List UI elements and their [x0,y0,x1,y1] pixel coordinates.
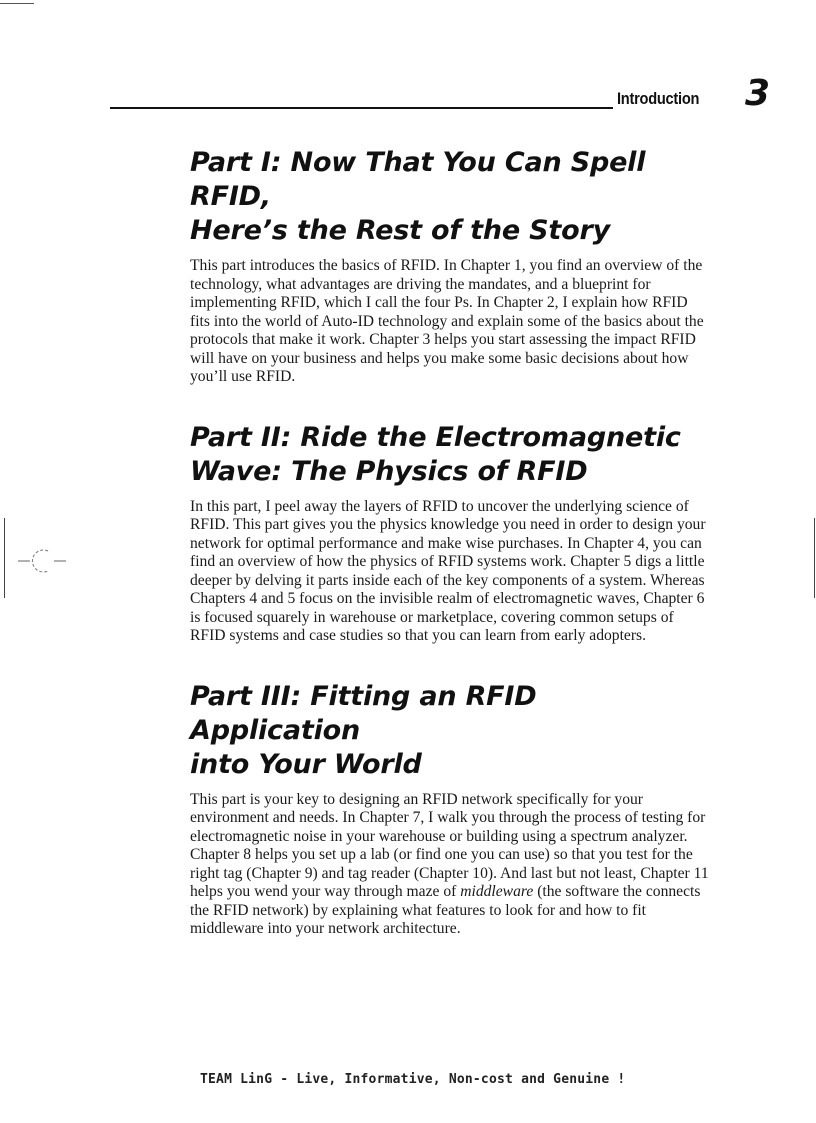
corner-crop-mark [0,3,34,4]
part-2-body: In this part, I peel away the layers of RFID to uncover the underlying science of RFID. This part gives you the physics knowledge you need in order to design your network for optimal performance and make wise purchases. In Chapter 4, you can find an overview of how the physics of RFID systems work. Chapter 5 digs a little deeper by delving it parts inside each of the key components of a system. Whereas Chapters 4 and 5 focus on the invisible realm of electromagnetic waves, Chapter 6 is focused squarely in warehouse or marketplace, covering common setups of RFID systems and case studies so that you can learn from early adopters. [190,497,706,644]
right-crop-line [814,518,815,598]
part-3-body-text-before: This part is your key to designing an RFID network specifically for your environment and needs. In Chapter 7, I walk you through the process of testing for electromagnetic noise in your warehouse or building using a spectrum analyzer. Chapter 8 helps you set up a lab (or find one you can use) so that you test for the right tag (Chapter 9) and tag reader (Chapter 10). And last but not least, Chapter 11 helps you wend your way through maze of [190,790,709,900]
part-1-title-line-2: Here’s the Rest of the Story [190,215,610,246]
footer-banner: TEAM LinG - Live, Informative, Non-cost and Genuine ! [200,1072,626,1087]
part-3-body-text-after: (the software the connects the RFID network) by explaining what features to look for and how to fit middleware into your network architecture. [190,883,701,937]
middleware-term: middleware [460,883,534,900]
registration-mark-icon [18,548,66,574]
part-1-title [190,146,710,248]
header-rule [110,107,613,109]
left-crop-line [4,518,5,598]
part-1-title-line-1: Part I: Now That You Can Spell RFID, [190,147,646,212]
page-number: 3 [745,73,771,114]
part-2-section [190,421,710,646]
part-3-title-line-2: into Your World [190,748,422,780]
page-content [190,146,710,973]
part-1-body: This part introduces the basics of RFID. In Chapter 1, you find an overview of the technology, what advantages are driving the mandates, and a blueprint for implementing RFID, which I call the four Ps. In Chapter 2, I explain how RFID fits into the world of Auto-ID technology and explain some of the basics about the protocols that make it work. Chapter 3 helps you start assessing the impact RFID will have on your business and helps you make some basic decisions about how you’ll use RFID. [190,257,704,385]
part-2-title [190,421,710,489]
part-1-section [190,146,710,387]
part-3-title-line-1: Part III: Fitting an RFID Application [190,680,537,746]
part-2-title-line-1: Part II: Ride the Electromagnetic [190,421,681,453]
part-3-body [190,791,710,939]
part-3-title [190,680,710,782]
part-3-section [190,680,710,939]
running-head: Introduction [617,89,700,108]
part-2-title-line-2: Wave: The Physics of RFID [190,455,588,487]
